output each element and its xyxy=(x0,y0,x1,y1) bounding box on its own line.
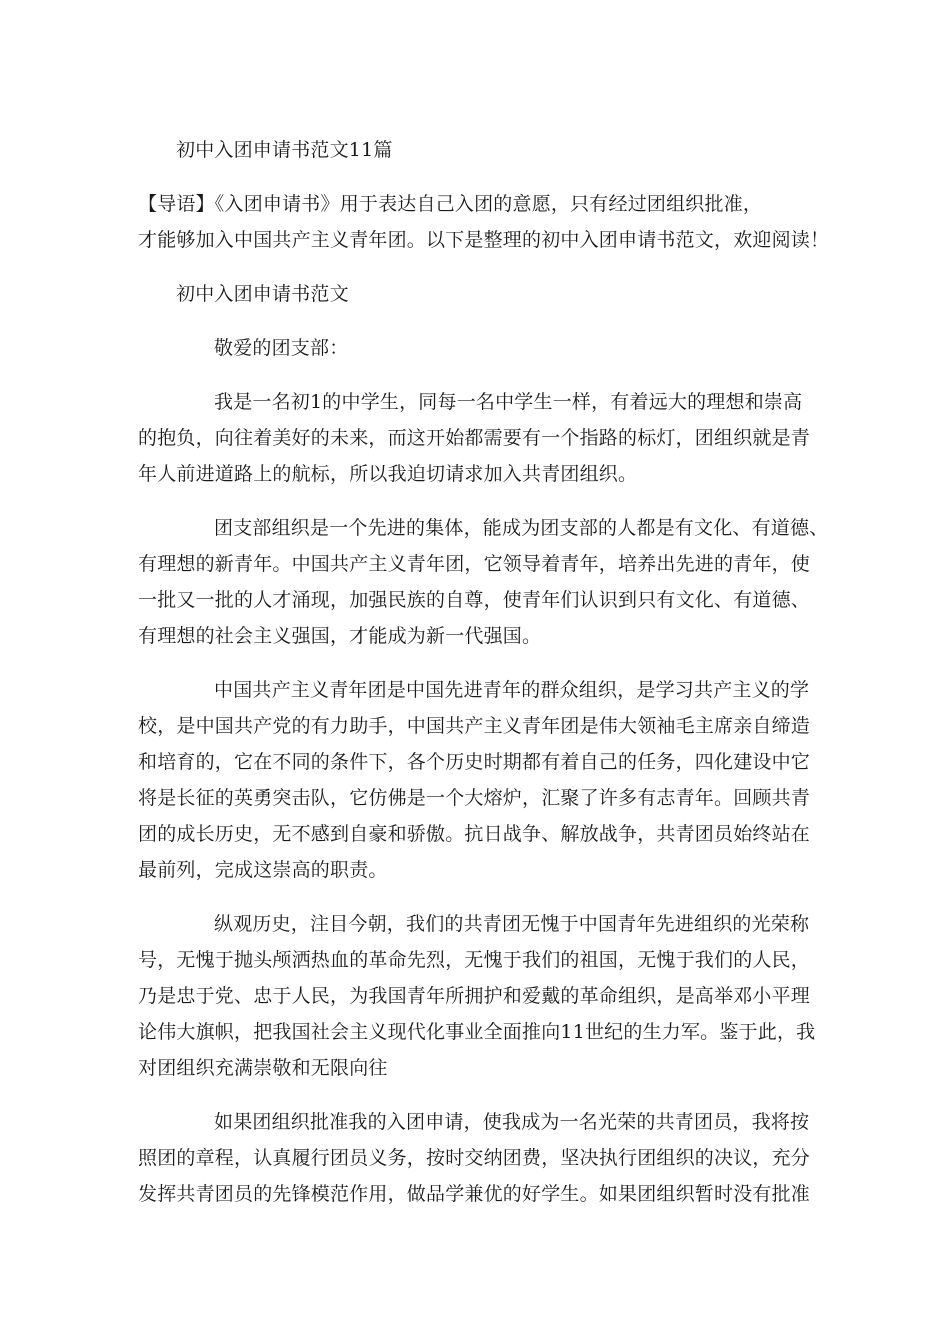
paragraph-3-line-4: 将是长征的英勇突击队，它仿佛是一个大熔炉，汇聚了许多有志青年。回顾共青 xyxy=(138,787,811,809)
paragraph-4-line-1: 纵观历史，注目今朝，我们的共青团无愧于中国青年先进组织的光荣称 xyxy=(214,913,810,935)
paragraph-1-line-1: 我是一名初1的中学生，同每一名中学生一样，有着远大的理想和崇高 xyxy=(214,391,803,413)
paragraph-2-line-1: 团支部组织是一个先进的集体，能成为团支部的人都是有文化、有道德、 xyxy=(214,517,829,539)
paragraph-4-line-2: 号，无愧于抛头颅洒热血的革命先烈，无愧于我们的祖国，无愧于我们的人民， xyxy=(138,949,811,971)
paragraph-2-line-3: 一批又一批的人才涌现，加强民族的自尊，使青年们认识到只有文化、有道德、 xyxy=(138,589,811,611)
paragraph-1-line-3: 年人前进道路上的航标，所以我迫切请求加入共青团组织。 xyxy=(138,463,638,485)
intro-line-2: 才能够加入中国共产主义青年团。以下是整理的初中入团申请书范文，欢迎阅读！ xyxy=(138,229,830,251)
paragraph-3-line-1: 中国共产主义青年团是中国先进青年的群众组织，是学习共产主义的学 xyxy=(214,679,810,701)
paragraph-5-line-2: 照团的章程，认真履行团员义务，按时交纳团费，坚决执行团组织的决议，充分 xyxy=(138,1147,811,1169)
paragraph-5-line-1: 如果团组织批准我的入团申请，使我成为一名光荣的共青团员，我将按 xyxy=(214,1111,810,1133)
paragraph-3-line-3: 和培育的，它在不同的条件下，各个历史时期都有着自己的任务，四化建设中它 xyxy=(138,751,811,773)
paragraph-3-line-2: 校，是中国共产党的有力助手，中国共产主义青年团是伟大领袖毛主席亲自缔造 xyxy=(138,715,811,737)
intro-line-1: 【导语】《入团申请书》用于表达自己入团的意愿，只有经过团组织批准， xyxy=(138,193,763,215)
paragraph-4-line-5: 对团组织充满崇敬和无限向往 xyxy=(138,1057,388,1079)
document-title: 初中入团申请书范文11篇 xyxy=(176,139,393,161)
paragraph-3-line-5: 团的成长历史，无不感到自豪和骄傲。抗日战争、解放战争，共青团员始终站在 xyxy=(138,823,811,845)
paragraph-3-line-6: 最前列，完成这崇高的职责。 xyxy=(138,859,388,881)
paragraph-4-line-4: 论伟大旗帜，把我国社会主义现代化事业全面推向11世纪的生力军。鉴于此，我 xyxy=(138,1021,816,1043)
salutation: 敬爱的团支部： xyxy=(214,337,349,359)
section-title: 初中入团申请书范文 xyxy=(176,283,349,305)
paragraph-4-line-3: 乃是忠于党、忠于人民，为我国青年所拥护和爱戴的革命组织，是高举邓小平理 xyxy=(138,985,811,1007)
paragraph-2-line-4: 有理想的社会主义强国，才能成为新一代强国。 xyxy=(138,625,542,647)
paragraph-5-line-3: 发挥共青团员的先锋模范作用，做品学兼优的好学生。如果团组织暂时没有批准 xyxy=(138,1183,811,1205)
paragraph-1-line-2: 的抱负，向往着美好的未来，而这开始都需要有一个指路的标灯，团组织就是青 xyxy=(138,427,811,449)
paragraph-2-line-2: 有理想的新青年。中国共产主义青年团，它领导着青年，培养出先进的青年，使 xyxy=(138,553,811,575)
